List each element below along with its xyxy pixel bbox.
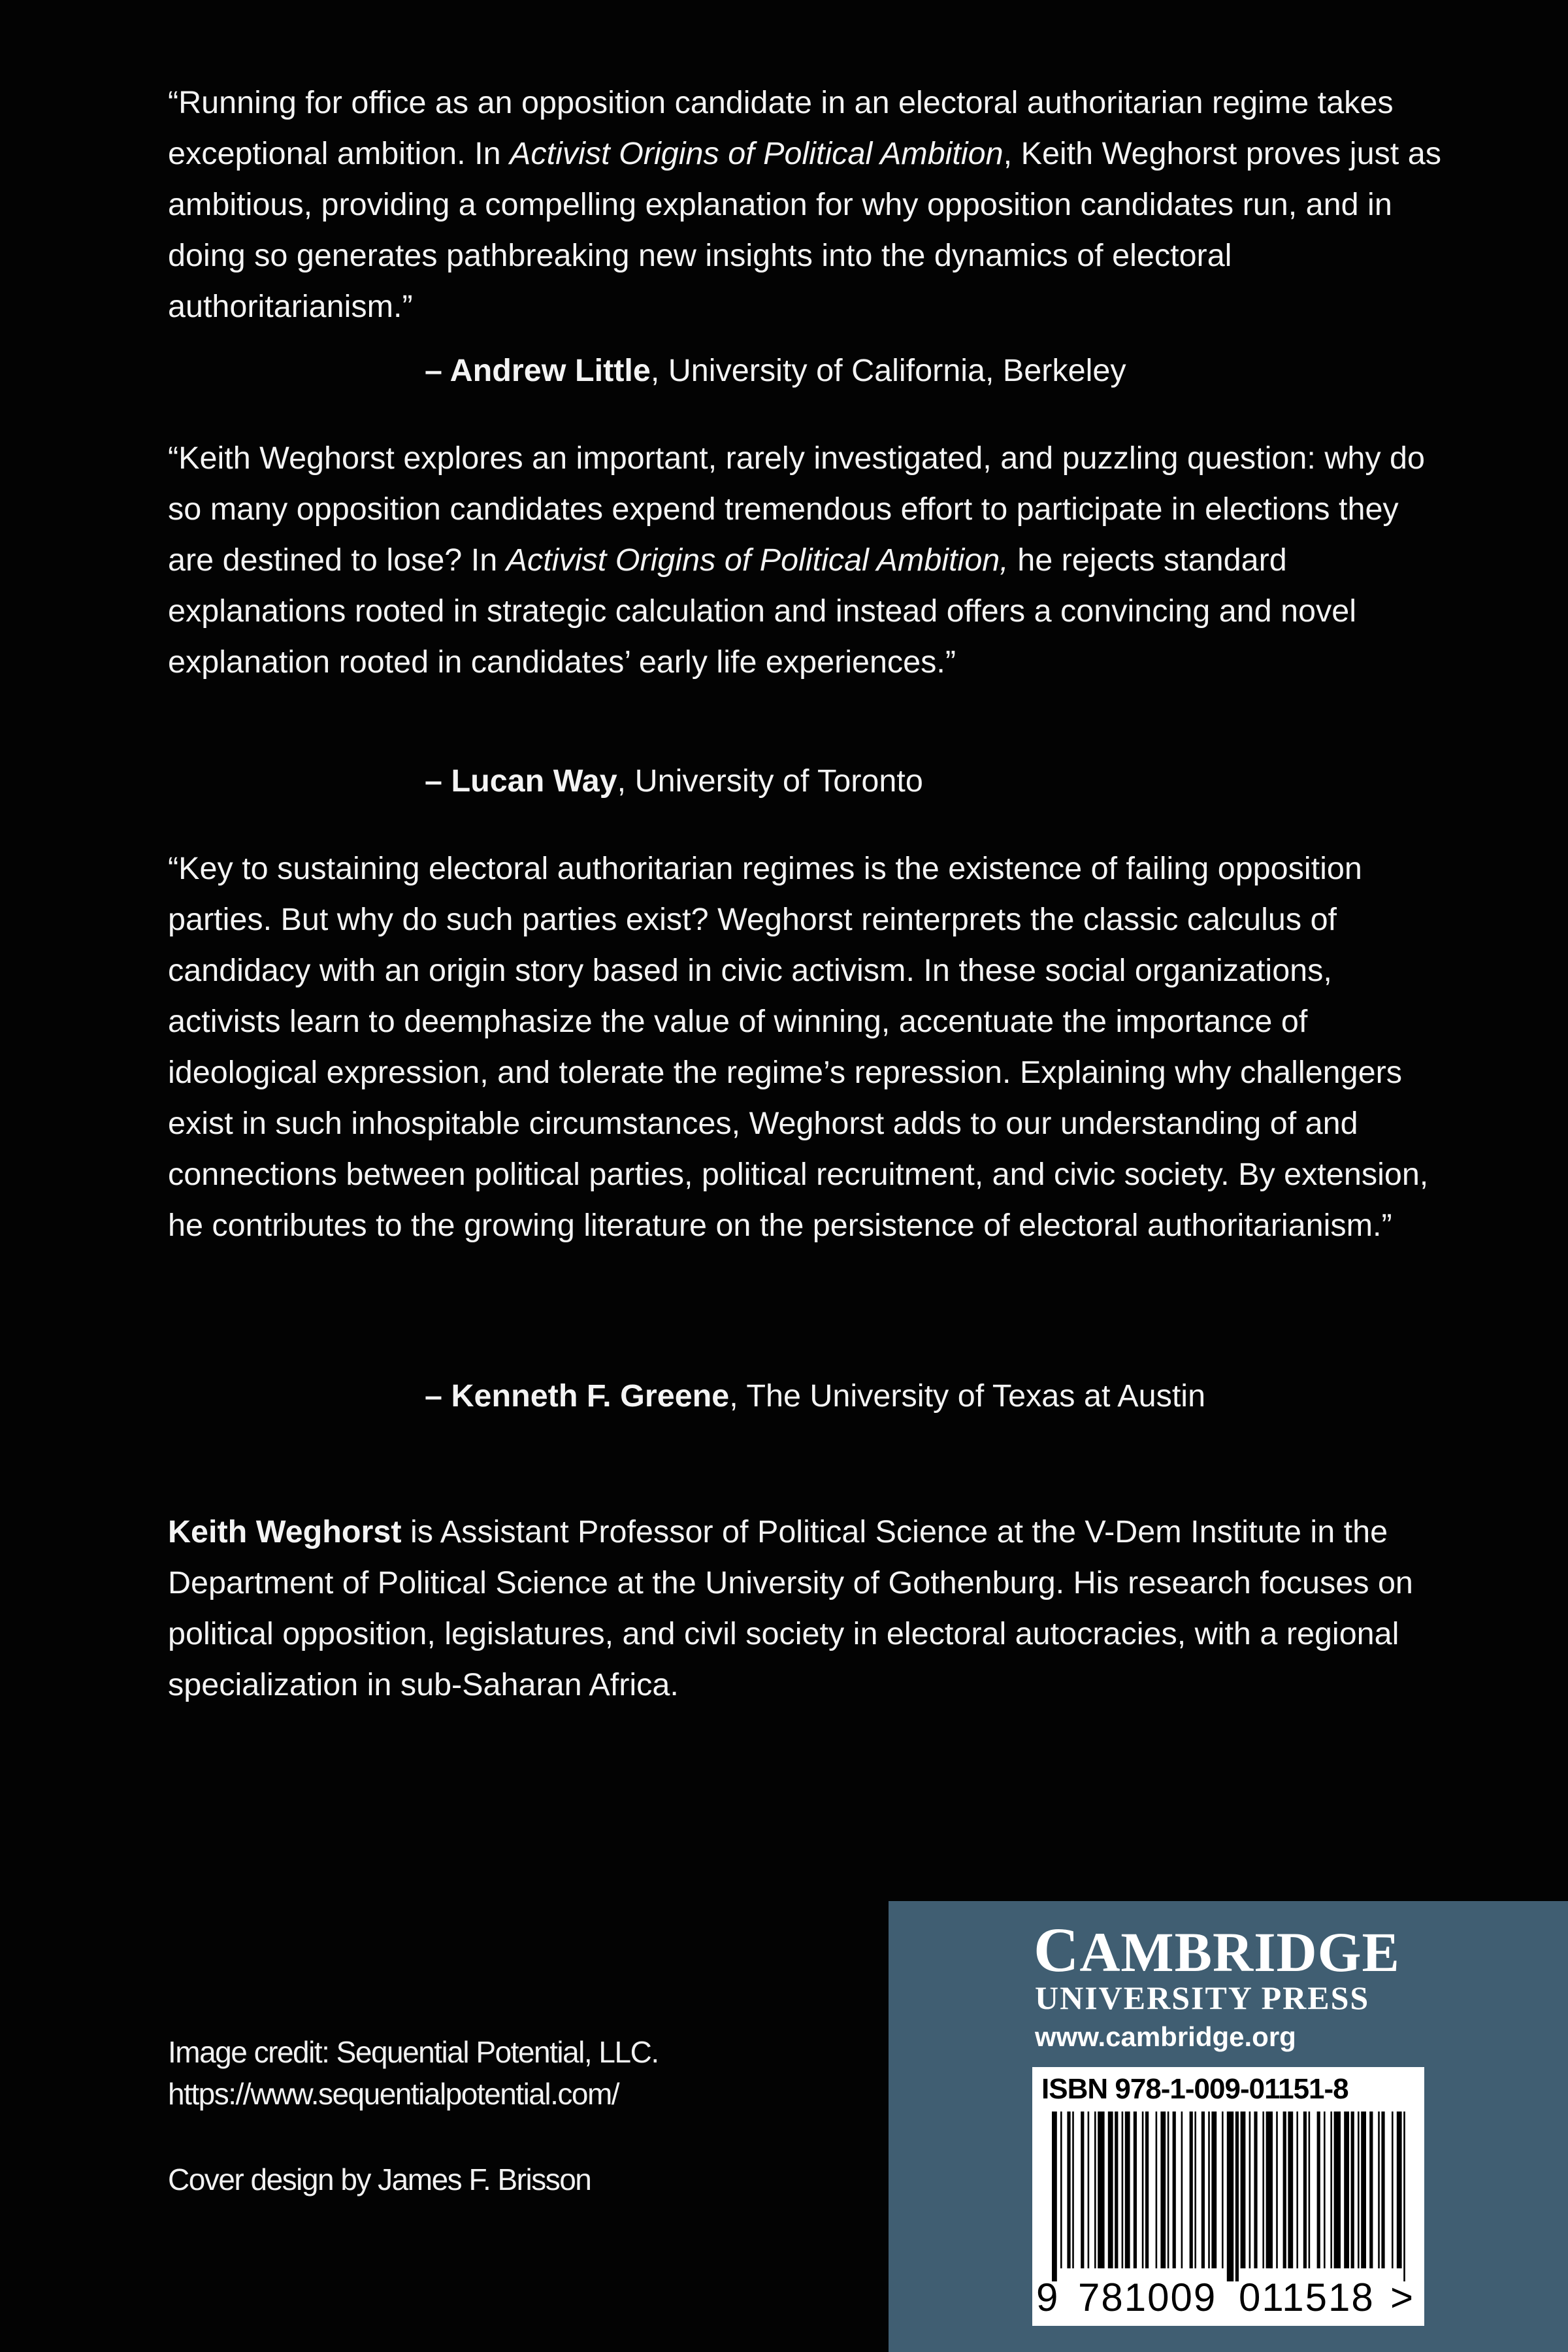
reviewer-affiliation: , University of Toronto [617, 763, 923, 799]
quote-text: “Running for office as an opposition candidate in an electoral authoritarian regime takes exceptional ambition. In [168, 85, 1394, 171]
attribution-2 [425, 755, 923, 806]
publisher-name-rest: AMBRIDGE [1079, 1921, 1400, 1983]
barcode-bars-icon [1032, 2112, 1424, 2281]
cover-design-credit: Cover design by James F. Brisson [168, 2162, 591, 2196]
publisher-subtitle: UNIVERSITY PRESS [1035, 1979, 1370, 2016]
quote-text: “Keith Weghorst explores an important, rarely investigated, and puzzling question: why do so many opposition candidates expend tremendous effort to participate in elections they are destined to lose? In [168, 440, 1425, 578]
praise-quote-1 [168, 77, 1448, 332]
book-title: Activist Origins of Political Ambition, [506, 542, 1009, 578]
isbn-digits [1032, 2275, 1424, 2321]
isbn-group-1: 781009 [1078, 2276, 1217, 2319]
quote-text: he rejects standard explanations rooted in strategic calculation and instead offers a convincing and novel explanation rooted in candidates’ early life experiences.” [168, 542, 1357, 680]
quote-text: , Keith Weghorst proves just as ambitious, providing a compelling explanation for why opposition candidates run, and in doing so generates pathbreaking new insights into the dynamics of electoral authoritarianism.” [168, 136, 1441, 324]
publisher-name-initial: C [1034, 1915, 1080, 1985]
reviewer-affiliation: , The University of Texas at Austin [729, 1378, 1206, 1414]
publisher-name [1034, 1915, 1400, 1985]
isbn-label: ISBN 978-1-009-01151-8 [1041, 2073, 1348, 2105]
book-title: Activist Origins of Political Ambition [510, 136, 1004, 171]
image-credit-url: https://www.sequentialpotential.com/ [168, 2077, 619, 2111]
image-credit-text: Image credit: Sequential Potential, LLC. [168, 2035, 659, 2069]
attribution-3 [425, 1370, 1205, 1421]
isbn-arrow: > [1390, 2276, 1415, 2319]
isbn-group-2: 011518 [1239, 2276, 1375, 2319]
praise-quote-3 [168, 843, 1448, 1251]
reviewer-name: – Andrew Little [425, 353, 651, 388]
publisher-panel [889, 1901, 1568, 2352]
isbn-lead-digit: 9 [1036, 2276, 1060, 2319]
author-bio-text: is Assistant Professor of Political Science at the V-Dem Institute in the Department of Political Science at the University of Gothenburg. His research focuses on political opposition, legislatures, and civil society in electoral autocracies, with a regional specialization in sub-Saharan Africa. [168, 1514, 1413, 1702]
reviewer-affiliation: , University of California, Berkeley [650, 353, 1126, 388]
barcode [1032, 2067, 1424, 2326]
quote-text: “Key to sustaining electoral authoritarian regimes is the existence of failing opposition parties. But why do such parties exist? Weghorst reinterprets the classic calculus of candidacy with an origin story based in civic activism. In these social organizations, activists learn to deemphasize the value of winning, accentuate the importance of ideological expression, and tolerate the regime’s repression. Explaining why challengers exist in such inhospitable circumstances, Weghorst adds to our understanding of and connections between political parties, political recruitment, and civic society. By extension, he contributes to the growing literature on the persistence of electoral authoritarianism.” [168, 851, 1429, 1243]
publisher-url: www.cambridge.org [1035, 2021, 1296, 2052]
author-name: Keith Weghorst [168, 1514, 402, 1549]
attribution-1 [425, 345, 1126, 396]
praise-quote-2 [168, 433, 1448, 687]
reviewer-name: – Kenneth F. Greene [425, 1378, 730, 1414]
image-credit [168, 2031, 821, 2115]
author-bio [168, 1506, 1448, 1710]
reviewer-name: – Lucan Way [425, 763, 617, 799]
